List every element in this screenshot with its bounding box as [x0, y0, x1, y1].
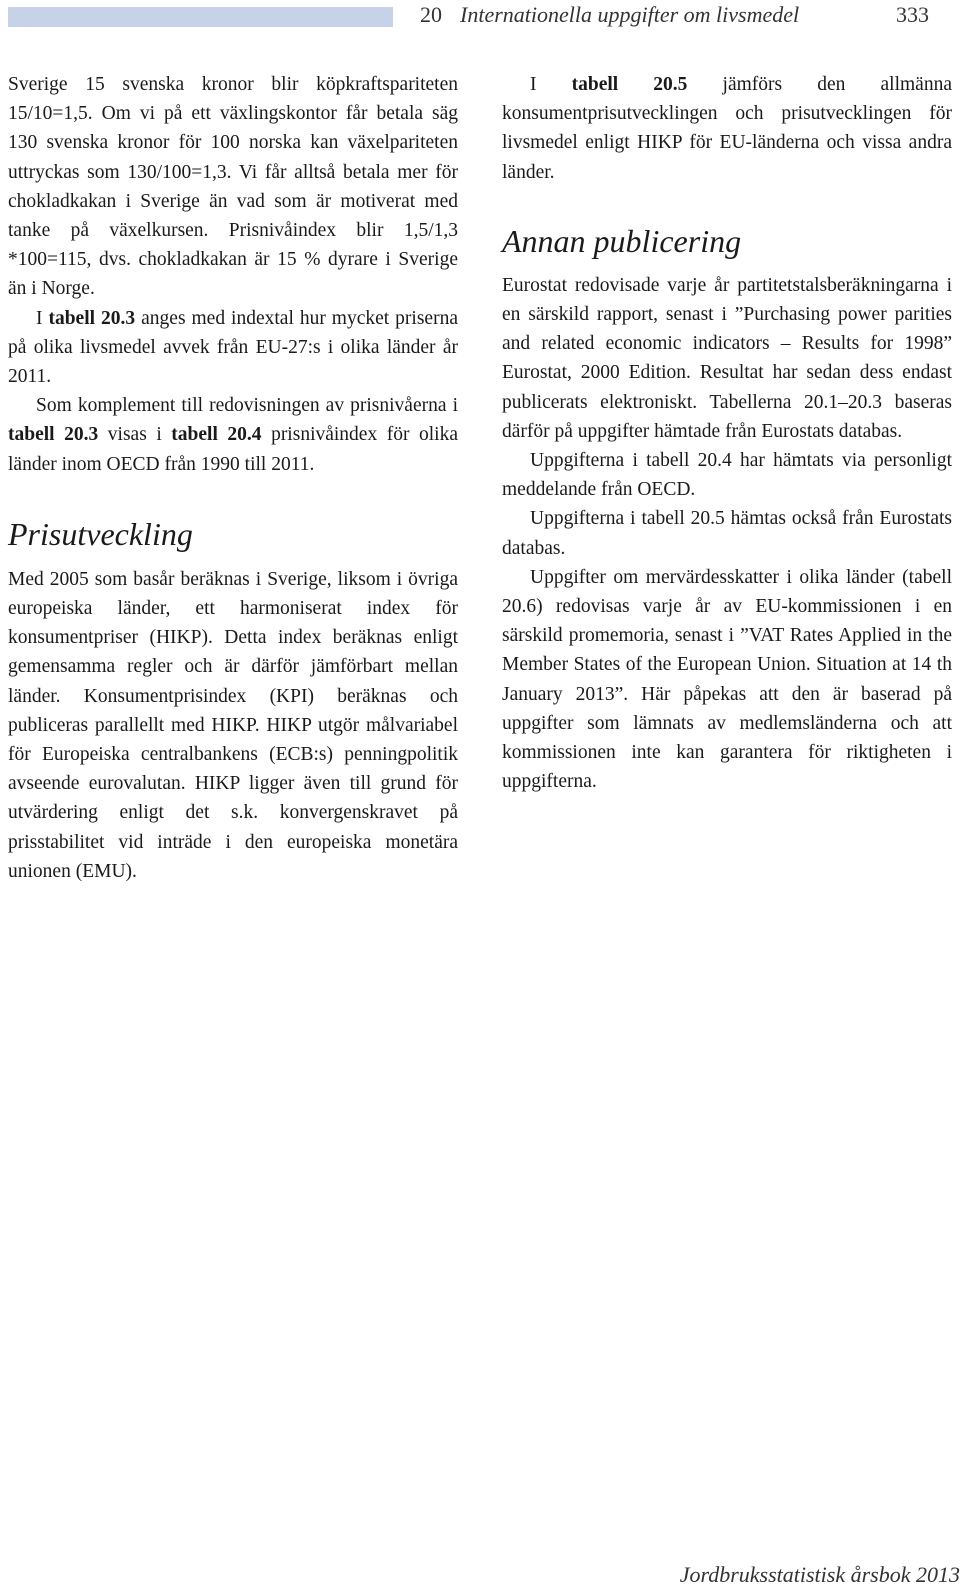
paragraph-tabell-20-3: I tabell 20.3 anges med indextal hur mycket priserna på olika livsmedel avvek från EU-27:s i olika länder år 2011. — [8, 307, 458, 388]
table-reference: tabell 20.3 — [8, 424, 99, 446]
table-reference: tabell 20.5 — [571, 74, 688, 95]
table-reference: tabell 20.3 — [48, 307, 136, 329]
running-header — [420, 2, 799, 28]
left-column — [8, 70, 458, 886]
header-decoration-bar — [8, 7, 393, 27]
section-heading-annan-publicering: Annan publicering — [502, 222, 742, 259]
paragraph-mervardesskatter: Uppgifter om mervärdesskatter i olika länder (tabell 20.6) redovisas varje år av EU-kommissionen i en särskild promemoria, senast i ”VAT Rates Applied in the Member States of the European Union. Situation at 14 th January 2013”. Här påpekas att den är baserad på uppgifter som lämnats av medlemsländerna och att kommissionen inte kan garantera för riktigheten i uppgifterna. — [502, 566, 952, 793]
paragraph-komplement: Som komplement till redovisningen av prisnivåerna i tabell 20.3 visas i tabell 20.4 prisnivåindex för olika länder inom OECD från 1990 till 2011. — [8, 395, 459, 475]
paragraph-tabell-20-5-databas: Uppgifterna i tabell 20.5 hämtas också från Eurostats databas. — [502, 508, 952, 559]
paragraph-oecd: Uppgifterna i tabell 20.4 har hämtats via personligt meddelande från OECD. — [502, 450, 952, 501]
running-footer: Jordbruksstatistisk årsbok 2013 — [679, 1562, 960, 1587]
right-column — [502, 70, 952, 796]
paragraph-hikp: Med 2005 som basår beräknas i Sverige, liksom i övriga europeiska länder, ett harmoniserat index för konsumentpriser (HIKP). Detta index beräknas enligt gemensamma regler och är därför jämförbart mellan länder. Konsumentprisindex (KPI) beräknas och publiceras parallellt med HIKP. HIKP utgör målvariabel för Europeiska centralbankens (ECB:s) penningpolitik avseende eurovalutan. HIKP ligger även till grund för utvärdering enligt det s.k. konvergenskravet på prisstabilitet vid inträde i den europeiska monetära unionen (EMU). — [8, 568, 458, 882]
chapter-number: 20 — [420, 2, 442, 27]
paragraph-tabell-20-5: I tabell 20.5 jämförs den allmänna konsumentprisutvecklingen och prisutvecklingen för livsmedel enligt HIKP för EU-länderna och vissa andra länder. — [502, 74, 952, 183]
chapter-title: Internationella uppgifter om livsmedel — [460, 2, 800, 27]
section-heading-prisutveckling: Prisutveckling — [8, 515, 193, 552]
paragraph-kopkraftsparitet: Sverige 15 svenska kronor blir köpkraftspariteten 15/10=1,5. Om vi på ett växlingskontor får betala säg 130 svenska kronor för 100 norska kan växelpariteten uttryckas som 130/100=1,3. Vi får alltså betala mer för chokladkakan i Sverige än vad som är motiverat med tanke på växelkursen. Prisnivåindex blir 1,5/1,3 *100=115, dvs. chokladkakan är 15 % dyrare i Sverige än i Norge. — [8, 74, 458, 300]
page-number: 333 — [896, 2, 929, 27]
paragraph-eurostat: Eurostat redovisade varje år partitetstalsberäkningarna i en särskild rapport, senast i ”Purchasing power parities and related economic indicators – Results for 1998” Eurostat, 2000 Edition. Resultat har sedan dess endast publicerats elektroniskt. Tabellerna 20.1–20.3 baseras därför på uppgifter hämtade från Eurostats databas. — [502, 274, 952, 442]
table-reference: tabell 20.4 — [171, 424, 262, 446]
